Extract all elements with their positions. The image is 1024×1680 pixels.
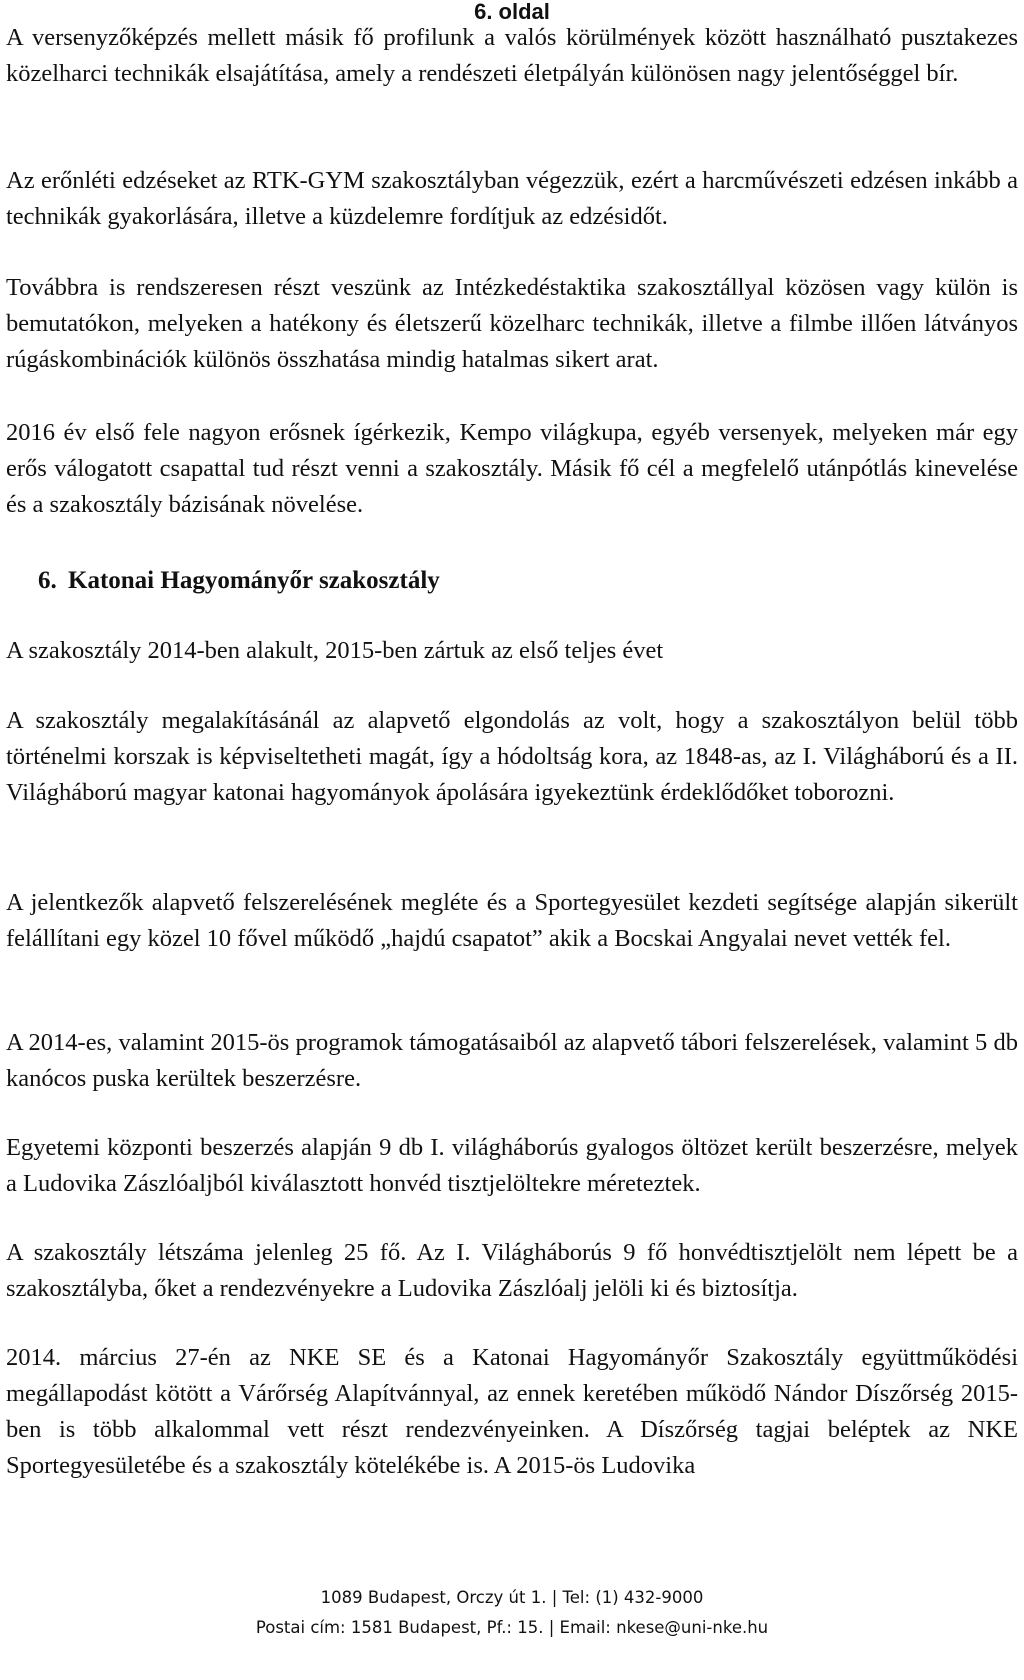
footer-address-line: 1089 Budapest, Orczy út 1. | Tel: (1) 432-9000 <box>320 1588 704 1607</box>
paragraph-strength-training: Az erőnléti edzéseket az RTK-GYM szakosztályban végezzük, ezért a harcművészeti edzésen inkább a technikák gyakorlására, illetve a küzdelemre fordítjuk az edzésidőt. <box>6 167 1018 230</box>
paragraph-cooperation: 2014. március 27-én az NKE SE és a Katonai Hagyományőr Szakosztály együttműködési megállapodást kötött a Várőrség Alapítvánnyal, az ennek keretében működő Nándor Díszőrség 2015-ben is több alkalommal vett részt rendezvényeinken. A Díszőrség tagjai beléptek az NKE Sportegyesületébe és a szakosztály kötelékébe is. A 2015-ös Ludovika <box>6 1344 1018 1479</box>
paragraph-equipment: A 2014-es, valamint 2015-ös programok támogatásaiból az alapvető tábori felszerelések, valamint 5 db kanócos puska kerültek beszerzésre. <box>6 1029 1018 1092</box>
paragraph-demonstrations: Továbbra is rendszeresen részt veszünk az Intézkedéstaktika szakosztállyal közösen vagy külön is bemutatókon, melyeken a hatékony és életszerű közelharc technikák, illetve a filmbe illően látványos rúgáskombinációk különös összhatása mindig hatalmas sikert arat. <box>6 274 1018 373</box>
section-title: Katonai Hagyományőr szakosztály <box>68 567 440 594</box>
section-heading <box>38 563 440 599</box>
paragraph-founding-concept: A szakosztály megalakításánál az alapvető elgondolás az volt, hogy a szakosztályon belül több történelmi korszak is képviseltetheti magát, így a hódoltság kora, az 1848-as, az I. Világháború és a II. Világháború magyar katonai hagyományok ápolására igyekeztünk érdeklődőket toborozni. <box>6 707 1018 806</box>
footer-postal-line: Postai cím: 1581 Budapest, Pf.: 15. | Email: nkese@uni-nke.hu <box>255 1618 769 1637</box>
paragraph-training-profile: A versenyzőképzés mellett másik fő profilunk a valós körülmények között használható pusztakezes közelharci technikák elsajátítása, amely a rendészeti életpályán különösen nagy jelentőséggel bír. <box>6 24 1018 87</box>
paragraph-founded: A szakosztály 2014-ben alakult, 2015-ben zártuk az első teljes évet <box>6 637 664 664</box>
paragraph-uniforms: Egyetemi központi beszerzés alapján 9 db I. világháborús gyalogos öltözet került beszerzésre, melyek a Ludovika Zászlóaljból kiválasztott honvéd tisztjelöltekre méreteztek. <box>6 1134 1018 1197</box>
paragraph-2016-plans: 2016 év első fele nagyon erősnek ígérkezik, Kempo világkupa, egyéb versenyek, melyeken már egy erős válogatott csapattal tud részt venni a szakosztály. Másik fő cél a megfelelő utánpótlás kinevelése és a szakosztály bázisának növelése. <box>6 419 1018 518</box>
paragraph-hajdu-team: A jelentkezők alapvető felszerelésének megléte és a Sportegyesület kezdeti segítsége alapján sikerült felállítani egy közel 10 fővel működő „hajdú csapatot” akik a Bocskai Angyalai nevet vették fel. <box>6 889 1018 952</box>
section-number: 6. <box>38 567 57 594</box>
paragraph-membership: A szakosztály létszáma jelenleg 25 fő. Az I. Világháborús 9 fő honvédtisztjelölt nem lépett be a szakosztályba, őket a rendezvényekre a Ludovika Zászlóalj jelöli ki és biztosítja. <box>6 1239 1018 1302</box>
page-number-heading: 6. oldal <box>474 0 550 24</box>
